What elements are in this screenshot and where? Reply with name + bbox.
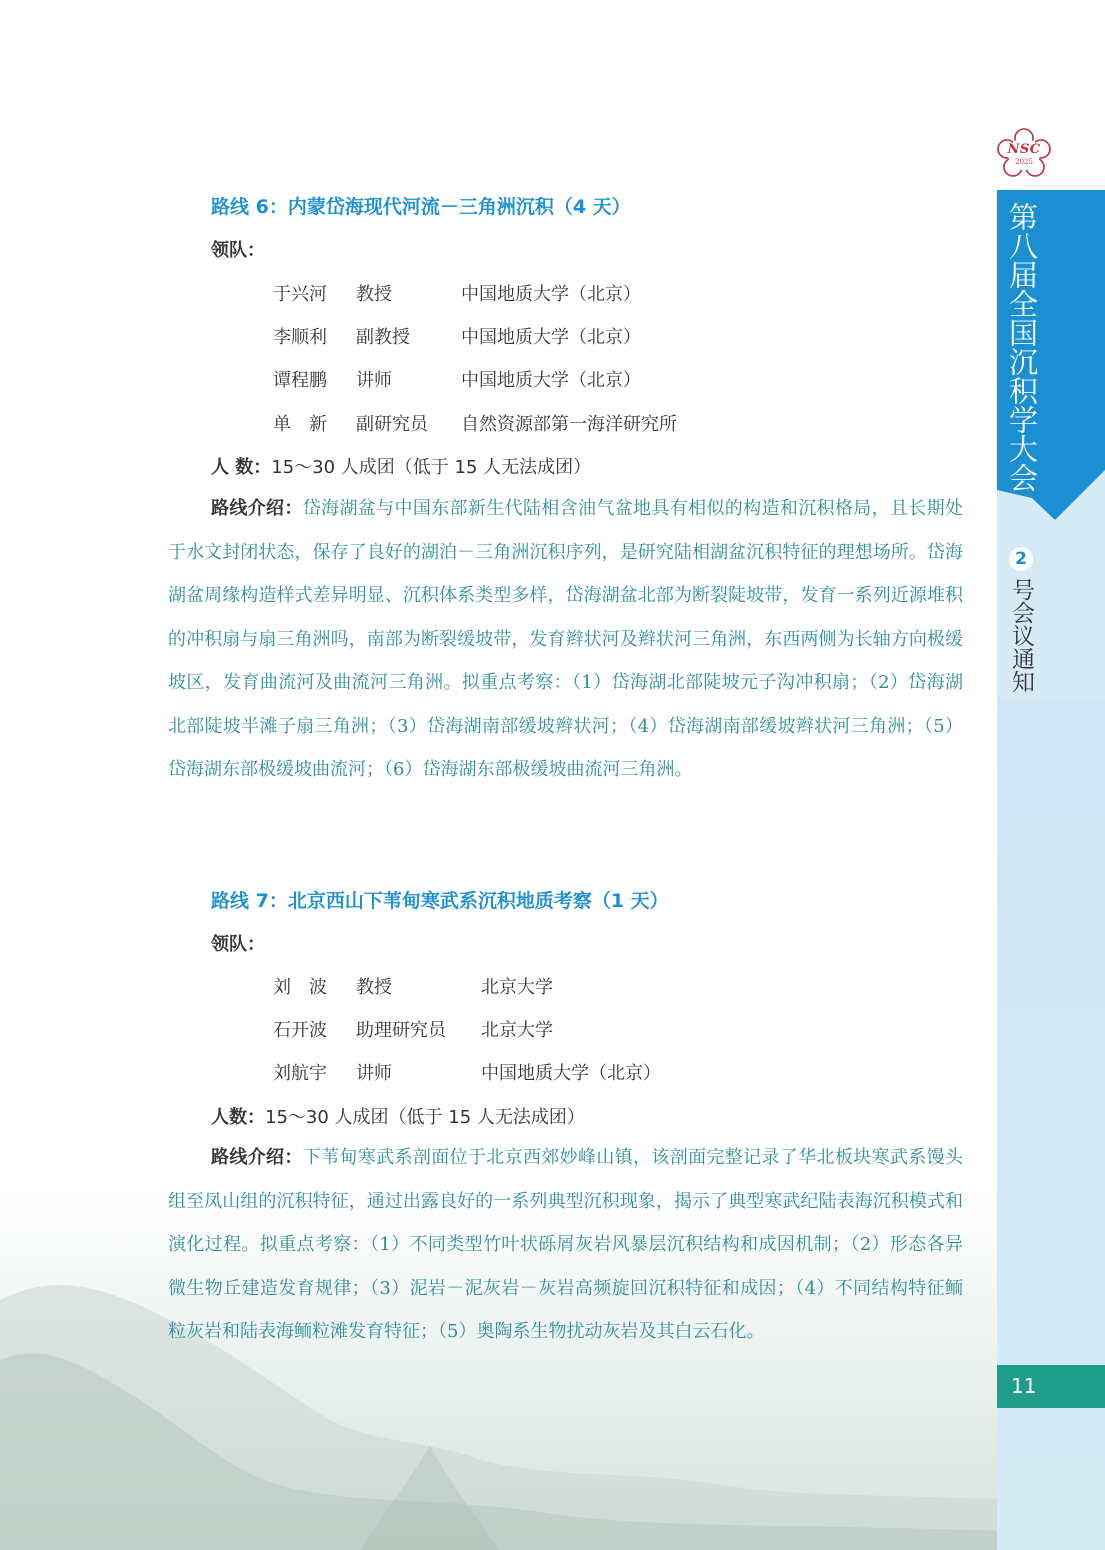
leader-name: 刘 波 <box>273 977 327 998</box>
leader-title: 教授 <box>356 977 392 998</box>
people-label: 人 数： <box>211 457 272 478</box>
conference-title: 第八届全国沉积学大会 <box>1005 202 1039 492</box>
people-value: 15～30 人成团（低于 15 人无法成团） <box>271 457 592 478</box>
leader-title: 讲师 <box>356 1063 392 1084</box>
intro-label: 路线介绍： <box>211 1147 303 1168</box>
leader-name: 李顺利 <box>273 327 327 348</box>
leader-affiliation: 自然资源部第一海洋研究所 <box>461 414 677 435</box>
leader-name: 石开波 <box>273 1020 327 1041</box>
leader-affiliation: 中国地质大学（北京） <box>461 370 641 391</box>
leader-affiliation: 中国地质大学（北京） <box>481 1063 661 1084</box>
leader-affiliation: 中国地质大学（北京） <box>461 327 641 348</box>
route-6-leaders-label: 领队： <box>211 240 265 261</box>
intro-text: 岱海湖盆与中国东部新生代陆相含油气盆地具有相似的构造和沉积格局，且长期处于水文封闭状态，保存了良好的湖泊－三角洲沉积序列，是研究陆相湖盆沉积特征的理想场所。岱海湖盆周缘构造样式差异明显、沉积体系类型多样，岱海湖盆北部为断裂陡坡带，发育一系列近源堆积的冲积扇与扇三角洲吗，南部为断裂缓坡带，发育辫状河及辫状河三角洲，东西两侧为长轴方向极缓坡区，发育曲流河及曲流河三角洲。拟重点考察：（1）岱海湖北部陡坡元子沟冲积扇；（2）岱海湖北部陡坡半滩子扇三角洲；（3）岱海湖南部缓坡辫状河；（4）岱海湖南部缓坡辫状河三角洲；（5）岱海湖东部极缓坡曲流河；（6）岱海湖东部极缓坡曲流河三角洲。 <box>168 498 963 780</box>
route-6-people <box>211 453 591 479</box>
leader-name: 谭程鹏 <box>273 370 327 391</box>
people-label: 人数： <box>211 1107 265 1128</box>
intro-text: 下苇甸寒武系剖面位于北京西郊妙峰山镇，该剖面完整记录了华北板块寒武系馒头组至凤山组的沉积特征，通过出露良好的一系列典型沉积现象，揭示了典型寒武纪陆表海沉积模式和演化过程。拟重点考察：（1）不同类型竹叶状砾屑灰岩风暴层沉积结构和成因机制；（2）形态各异微生物丘建造发育规律；（3）泥岩－泥灰岩－灰岩高频旋回沉积特征和成因；（4）不同结构特征鲕粒灰岩和陆表海鲕粒滩发育特征；（5）奥陶系生物扰动灰岩及其白云石化。 <box>168 1147 963 1342</box>
route-6-intro <box>168 487 963 792</box>
logo-year: 2025 <box>1015 158 1033 166</box>
route-7-leaders-label: 领队： <box>211 934 265 955</box>
people-value: 15～30 人成团（低于 15 人无法成团） <box>265 1107 585 1128</box>
leader-title: 副研究员 <box>356 414 428 435</box>
leader-affiliation: 北京大学 <box>481 1020 553 1041</box>
issue-number-badge: 2 <box>1009 547 1033 571</box>
nsc-logo <box>996 128 1052 178</box>
page-number: 11 <box>997 1365 1105 1408</box>
leader-name: 单 新 <box>273 414 327 435</box>
route-7-people <box>211 1103 585 1129</box>
route-7-title: 路线 7：北京西山下苇甸寒武系沉积地质考察（1 天） <box>211 890 669 912</box>
leader-title: 讲师 <box>356 370 392 391</box>
issue-label: 号会议通知 <box>1008 578 1034 693</box>
leader-name: 于兴河 <box>273 284 327 305</box>
leader-name: 刘航宇 <box>273 1063 327 1084</box>
leader-affiliation: 中国地质大学（北京） <box>461 284 641 305</box>
leader-title: 教授 <box>356 284 392 305</box>
leader-title: 副教授 <box>356 327 410 348</box>
logo-text: NSC <box>1007 142 1041 157</box>
route-6-title: 路线 6：内蒙岱海现代河流－三角洲沉积（4 天） <box>211 196 631 218</box>
route-7-intro <box>168 1136 963 1354</box>
intro-label: 路线介绍： <box>211 498 303 519</box>
leader-affiliation: 北京大学 <box>481 977 553 998</box>
leader-title: 助理研究员 <box>356 1020 446 1041</box>
